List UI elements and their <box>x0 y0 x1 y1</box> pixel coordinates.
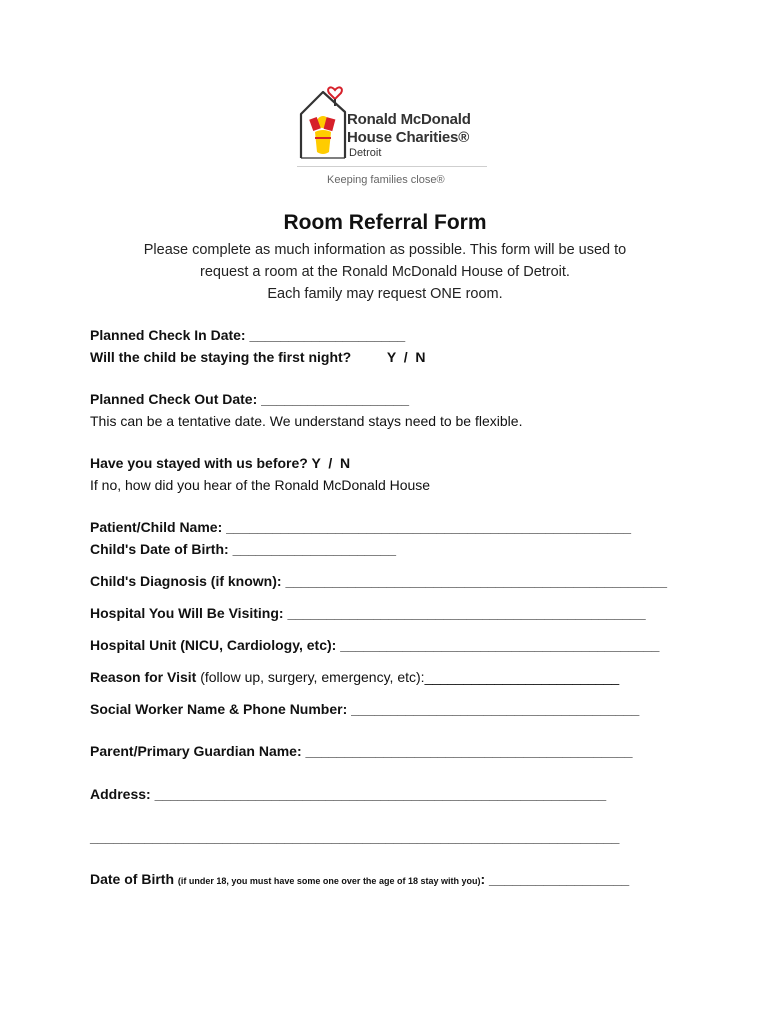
reason-row <box>90 669 619 685</box>
reason-label: Reason for Visit <box>90 669 197 685</box>
hospital-unit-label: Hospital Unit (NICU, Cardiology, etc): <box>90 637 337 653</box>
brand-name-line1: Ronald McDonald <box>347 111 471 128</box>
hospital-unit-row <box>90 637 659 653</box>
logo-divider <box>297 166 487 167</box>
social-worker-field[interactable]: _____________________________________ <box>351 701 640 717</box>
form-title: Room Referral Form <box>283 211 487 234</box>
checkout-label: Planned Check Out Date: <box>90 391 258 407</box>
social-worker-row <box>90 701 639 717</box>
hospital-row <box>90 605 646 621</box>
patient-name-row <box>90 519 631 535</box>
guardian-row <box>90 743 633 759</box>
house-heart-logo-icon <box>295 78 351 164</box>
child-dob-row <box>90 541 396 557</box>
reason-hint: (follow up, surgery, emergency, etc): <box>200 669 425 685</box>
guardian-dob-colon: : <box>480 871 486 887</box>
hear-about-field[interactable]: If no, how did you hear of the Ronald McDonald House <box>90 477 431 493</box>
checkout-row <box>90 391 409 407</box>
patient-name-label: Patient/Child Name: <box>90 519 223 535</box>
child-dob-label: Child's Date of Birth: <box>90 541 229 557</box>
intro-line-2: request a room at the Ronald McDonald House of Detroit. <box>200 264 570 280</box>
checkin-date-field[interactable]: ____________________ <box>249 327 406 343</box>
diagnosis-label: Child's Diagnosis (if known): <box>90 573 282 589</box>
child-dob-field[interactable]: _____________________ <box>232 541 397 557</box>
guardian-label: Parent/Primary Guardian Name: <box>90 743 302 759</box>
first-night-row <box>90 349 426 365</box>
first-night-yn-field[interactable]: Y / N <box>386 349 426 365</box>
hospital-unit-field[interactable]: _________________________________________ <box>340 637 660 653</box>
reason-field[interactable]: _________________________ <box>424 669 620 685</box>
guardian-dob-label: Date of Birth <box>90 871 174 887</box>
intro-line-1: Please complete as much information as possible. This form will be used to <box>143 242 627 258</box>
checkin-label: Planned Check In Date: <box>90 327 246 343</box>
patient-name-field[interactable]: ____________________________________________________ <box>226 519 632 535</box>
checkout-note: This can be a tentative date. We understand stays need to be flexible. <box>90 413 523 429</box>
rmhc-logo <box>295 78 495 193</box>
brand-name-line2: House Charities® <box>347 129 470 146</box>
intro-line-3: Each family may request ONE room. <box>267 286 503 302</box>
hospital-label: Hospital You Will Be Visiting: <box>90 605 284 621</box>
guardian-dob-row <box>90 871 629 887</box>
diagnosis-row <box>90 573 667 589</box>
guardian-field[interactable]: __________________________________________ <box>305 743 633 759</box>
address-row <box>90 786 606 802</box>
address-label: Address: <box>90 786 151 802</box>
address-line2-field[interactable]: ____________________________________________________________________ <box>90 829 620 845</box>
guardian-dob-hint: (if under 18, you must have some one over the age of 18 stay with you) <box>177 876 481 886</box>
first-night-question: Will the child be staying the first night? <box>90 349 352 365</box>
checkin-row <box>90 327 405 343</box>
stayed-before-field[interactable]: Have you stayed with us before? Y / N <box>90 455 351 471</box>
diagnosis-field[interactable]: _________________________________________________ <box>285 573 667 589</box>
social-worker-label: Social Worker Name & Phone Number: <box>90 701 348 717</box>
guardian-dob-field[interactable]: __________________ <box>489 871 630 887</box>
checkout-date-field[interactable]: ___________________ <box>261 391 410 407</box>
brand-city: Detroit <box>349 147 382 159</box>
brand-tagline: Keeping families close® <box>327 174 445 186</box>
address-field[interactable]: __________________________________________________________ <box>154 786 607 802</box>
hospital-field[interactable]: ______________________________________________ <box>287 605 646 621</box>
